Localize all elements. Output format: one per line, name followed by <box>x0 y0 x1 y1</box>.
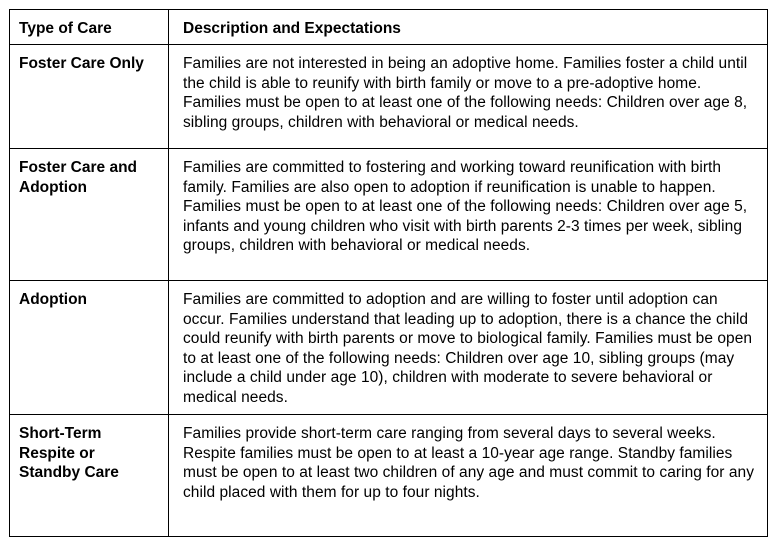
header-description-label: Description and Expectations <box>183 20 401 37</box>
row-type-cell <box>10 281 169 415</box>
row-description-cell <box>169 415 768 537</box>
row-type-cell <box>10 45 169 149</box>
row-type-cell <box>10 415 169 537</box>
header-type-of-care <box>10 10 169 45</box>
care-description: Families are committed to adoption and are willing to foster until adoption can occur. Families understand that leading up to adoption, there is a chance the child could reunify with birth parents or move to biological family. Families must be open to at least one of the following needs: Children over age 10, sibling groups (may include a child under age 10), children with moderate to severe behavioral or medical needs. <box>183 291 753 406</box>
table-row <box>10 415 768 537</box>
care-type-label: Adoption <box>19 291 88 308</box>
table-row <box>10 149 768 281</box>
care-type-label: Foster Care Only <box>19 55 144 72</box>
care-description: Families are not interested in being an adoptive home. Families foster a child until the child is able to reunify with birth family or move to a pre-adoptive home. Families must be open to at least one of the following needs: Children over age 8, sibling groups, children with behavioral or medical needs. <box>183 55 748 131</box>
care-type-label: Short-Term Respite or Standby Care <box>19 425 119 481</box>
row-type-cell <box>10 149 169 281</box>
row-description-cell <box>169 281 768 415</box>
care-description: Families are committed to fostering and working toward reunification with birth family. Families are also open to adoption if reunification is unable to happen. Families must be open to at least one of the following needs: Children over age 5, infants and young children who visit with birth parents 2-3 times per week, sibling groups, children with behavioral or medical needs. <box>183 159 748 254</box>
care-type-label: Foster Care and Adoption <box>19 159 138 196</box>
table-header-row <box>10 10 768 45</box>
care-types-table <box>9 9 768 537</box>
row-description-cell <box>169 149 768 281</box>
row-description-cell <box>169 45 768 149</box>
header-type-label: Type of Care <box>19 20 112 37</box>
header-description <box>169 10 768 45</box>
care-description: Families provide short-term care ranging from several days to several weeks. Respite families must be open to at least a 10-year age range. Standby families must be open to at least two children of any age and must commit to caring for any child placed with them for up to four nights. <box>183 425 755 501</box>
table-row <box>10 45 768 149</box>
table-row <box>10 281 768 415</box>
